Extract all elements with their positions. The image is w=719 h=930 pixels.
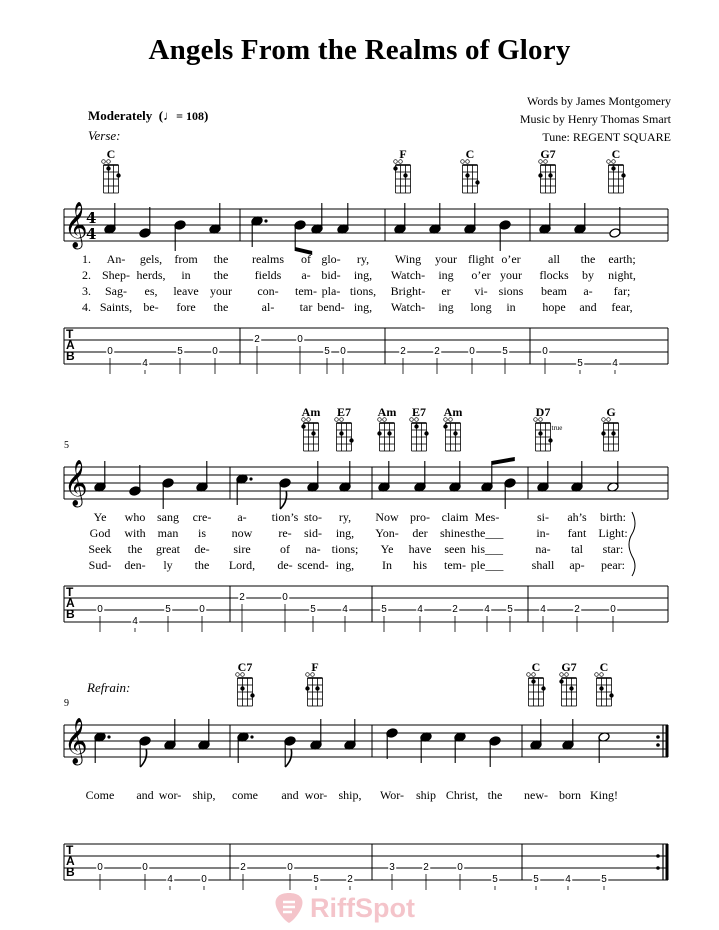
lyric-syllable: wor- <box>304 788 328 802</box>
lyric-syllable: Sag- <box>105 284 127 298</box>
lyric-syllable: shines <box>440 526 470 540</box>
lyric-syllable: Shep- <box>102 268 130 282</box>
chord-name: C <box>531 660 541 674</box>
chord-finger-dot <box>349 438 353 442</box>
repeat-dot <box>656 735 660 739</box>
lyric-syllable: a- <box>301 268 311 282</box>
chord-fret-label: true <box>551 424 563 432</box>
lyric-syllable: night, <box>608 268 636 282</box>
lyric-syllable: sions <box>498 284 524 298</box>
chord-finger-dot <box>559 679 563 683</box>
lyric-syllable: o’er <box>471 268 491 282</box>
tab-fret-number: 0 <box>199 604 205 615</box>
song-title: Angels From the Realms of Glory <box>148 34 571 66</box>
chord-finger-dot <box>424 431 428 435</box>
lyric-syllable: God <box>89 526 111 540</box>
lyric-syllable: er <box>441 284 451 298</box>
lyric-syllable: Seek <box>88 542 112 556</box>
lyric-syllable: the <box>127 542 143 556</box>
lyric-syllable: and <box>579 300 597 314</box>
chord-finger-dot <box>414 424 418 428</box>
tempo-marking: Moderately (♩= 108) <box>88 108 209 123</box>
lyric-syllable: man <box>157 526 179 540</box>
lyric-syllable: the <box>213 300 229 314</box>
chord-finger-dot <box>538 431 542 435</box>
chord-name: C <box>599 660 609 674</box>
lyric-syllable: con- <box>257 284 279 298</box>
lyric-syllable: is <box>197 526 207 540</box>
chord-finger-dot <box>250 693 254 697</box>
treble-clef-icon: 𝄞 <box>64 202 88 248</box>
lyric-syllable: Bright- <box>390 284 426 298</box>
lyric-syllable: tions; <box>331 542 359 556</box>
tempo-label: Moderately <box>88 108 153 123</box>
chord-finger-dot <box>443 424 447 428</box>
tab-fret-number: 0 <box>212 346 218 357</box>
lyric-syllable: de- <box>194 542 210 556</box>
chord-finger-dot <box>315 686 319 690</box>
chord-name: C7 <box>237 660 253 674</box>
chord-name: Am <box>377 405 397 419</box>
chord-name: E7 <box>336 405 352 419</box>
tab-fret-number: 0 <box>201 874 207 885</box>
tab-fret-number: 5 <box>492 874 498 885</box>
lyric-syllable: in <box>506 300 516 314</box>
chord-finger-dot <box>393 166 397 170</box>
chord-finger-dot <box>377 431 381 435</box>
lyric-syllable: who <box>124 510 146 524</box>
tab-clef-letter: T <box>66 843 74 857</box>
open-string-mark <box>102 160 106 164</box>
tab-fret-number: 2 <box>452 604 458 615</box>
lyric-syllable: herds, <box>136 268 166 282</box>
tab-fret-number: 0 <box>542 346 548 357</box>
verse-number: 3. <box>82 284 91 298</box>
lyric-syllable: earth; <box>608 252 636 266</box>
lyric-syllable: in <box>181 268 191 282</box>
open-string-mark <box>595 673 599 677</box>
tab-fret-number: 3 <box>389 862 395 873</box>
tab-fret-number: 5 <box>502 346 508 357</box>
time-signature-bottom: 4 <box>86 225 97 243</box>
tab-fret-number: 5 <box>324 346 330 357</box>
lyric-syllable: pla- <box>321 284 341 298</box>
lyric-syllable: ing <box>438 268 454 282</box>
tab-fret-number: 5 <box>381 604 387 615</box>
chord-finger-dot <box>387 431 391 435</box>
lyric-syllable: es, <box>144 284 158 298</box>
lyric-syllable: your <box>435 252 457 266</box>
verse-number: 1. <box>82 252 91 266</box>
lyric-syllable: claim <box>441 510 469 524</box>
chord-name: E7 <box>411 405 427 419</box>
note-dot <box>107 735 110 738</box>
lyric-syllable: ship <box>415 788 437 802</box>
chord-finger-dot <box>106 166 110 170</box>
chord-finger-dot <box>601 431 605 435</box>
lyric-syllable: bend- <box>317 300 345 314</box>
chord-name: G <box>606 405 616 419</box>
tab-fret-number: 5 <box>165 604 171 615</box>
tab-fret-number: 4 <box>167 874 173 885</box>
tab-fret-number: 0 <box>610 604 616 615</box>
chord-finger-dot <box>611 166 615 170</box>
lyric-syllable: Watch- <box>390 268 426 282</box>
lyric-syllable: ly <box>163 558 173 572</box>
lyric-syllable: Wor- <box>379 788 405 802</box>
lyric-syllable: pear: <box>601 558 625 572</box>
chord-finger-dot <box>541 686 545 690</box>
tab-fret-number: 2 <box>240 862 246 873</box>
lyric-syllable: ship, <box>192 788 216 802</box>
open-string-mark <box>602 418 606 422</box>
brand-name: RiffSpot <box>310 892 415 923</box>
lyric-syllable: of <box>280 542 290 556</box>
lyric-syllable: the <box>213 252 229 266</box>
chord-finger-dot <box>453 431 457 435</box>
note-flag <box>140 749 146 767</box>
repeat-dot <box>656 854 660 858</box>
tab-clef-letter: T <box>66 327 74 341</box>
chord-name: C <box>465 147 475 161</box>
lyric-syllable: all <box>548 252 560 266</box>
tab-fret-number: 4 <box>540 604 546 615</box>
measure-number-9: 9 <box>64 698 69 709</box>
measure-number-5: 5 <box>64 440 69 451</box>
words-credit: Words by James Montgomery <box>526 94 671 108</box>
lyric-syllable: ing <box>438 300 454 314</box>
tab-fret-number: 5 <box>177 346 183 357</box>
lyric-syllable: sid- <box>304 526 322 540</box>
tab-fret-number: 0 <box>142 862 148 873</box>
lyric-syllable: ry, <box>356 252 370 266</box>
chord-finger-dot <box>339 431 343 435</box>
chord-finger-dot <box>301 424 305 428</box>
repeat-dot <box>656 866 660 870</box>
tab-fret-number: 0 <box>107 346 113 357</box>
riffspot-logo <box>272 891 415 925</box>
lyric-syllable: Christ, <box>445 788 479 802</box>
chord-finger-dot <box>599 686 603 690</box>
tab-clef-letter: B <box>66 865 75 879</box>
chord-name: F <box>311 660 319 674</box>
lyric-syllable: glo- <box>321 252 341 266</box>
lyric-syllable: with <box>124 526 146 540</box>
tab-fret-number: 0 <box>282 592 288 603</box>
chord-finger-dot <box>548 438 552 442</box>
lyric-syllable: far; <box>613 284 631 298</box>
lyric-syllable: great <box>156 542 180 556</box>
tab-fret-number: 4 <box>142 358 148 369</box>
lyric-syllable: ing, <box>353 300 373 314</box>
lyric-syllable: cre- <box>192 510 212 524</box>
tab-fret-number: 5 <box>507 604 513 615</box>
lyric-syllable: Now <box>375 510 399 524</box>
lyric-syllable: your <box>500 268 522 282</box>
lyric-syllable: the___ <box>470 526 504 540</box>
lyric-syllable: ple___ <box>470 558 504 572</box>
tab-fret-number: 2 <box>239 592 245 603</box>
tab-fret-number: 0 <box>97 862 103 873</box>
lyric-syllable: leave <box>173 284 199 298</box>
lyric-syllable: Saints, <box>99 300 133 314</box>
tab-fret-number: 0 <box>340 346 346 357</box>
tab-fret-number: 2 <box>400 346 406 357</box>
chord-finger-dot <box>621 173 625 177</box>
lyric-syllable: al- <box>261 300 275 314</box>
chord-name: G7 <box>561 660 577 674</box>
lyric-syllable: King! <box>590 788 618 802</box>
lyric-syllable: vi- <box>474 284 488 298</box>
lyric-syllable: tem- <box>295 284 317 298</box>
lyric-syllable: from <box>174 252 198 266</box>
chord-finger-dot <box>609 693 613 697</box>
chord-name: Am <box>301 405 321 419</box>
chord-finger-dot <box>465 173 469 177</box>
verse-number: 4. <box>82 300 91 314</box>
lyric-syllable: a- <box>583 284 593 298</box>
lyric-brace <box>629 512 635 576</box>
tune-credit: Tune: REGENT SQUARE <box>542 130 671 144</box>
lyric-syllable: Ye <box>380 542 394 556</box>
chord-finger-dot <box>548 173 552 177</box>
lyric-syllable: his <box>412 558 428 572</box>
tab-fret-number: 0 <box>287 862 293 873</box>
lyric-syllable: tion’s <box>271 510 299 524</box>
lyric-syllable: In <box>382 558 392 572</box>
tab-fret-number: 4 <box>132 616 138 627</box>
chord-name: C <box>106 147 116 161</box>
lyric-syllable: of <box>301 252 311 266</box>
tab-fret-number: 4 <box>417 604 423 615</box>
lyric-syllable: der <box>412 526 428 540</box>
tab-fret-number: 2 <box>423 862 429 873</box>
lyric-syllable: de- <box>277 558 293 572</box>
lyric-syllable: come <box>232 788 258 802</box>
lyric-syllable: flocks <box>539 268 569 282</box>
chord-finger-dot <box>403 173 407 177</box>
quarter-note-icon: ♩ <box>163 108 177 123</box>
lyric-syllable: new- <box>524 788 548 802</box>
tab-fret-number: 2 <box>434 346 440 357</box>
lyric-syllable: your <box>210 284 232 298</box>
lyric-syllable: his___ <box>470 542 504 556</box>
lyric-syllable: pro- <box>410 510 430 524</box>
tab-clef-letter: A <box>66 854 75 868</box>
lyric-syllable: born <box>559 788 581 802</box>
lyric-syllable: fields <box>254 268 282 282</box>
lyric-syllable: and <box>136 788 154 802</box>
tab-clef-letter: T <box>66 585 74 599</box>
lyric-syllable: tal <box>571 542 583 556</box>
lyric-syllable: wor- <box>158 788 182 802</box>
verse-label: Verse: <box>88 128 121 143</box>
tab-clef-letter: A <box>66 596 75 610</box>
lyric-syllable: now <box>231 526 253 540</box>
time-signature-top: 4 <box>86 209 97 227</box>
lyric-syllable: sang <box>157 510 179 524</box>
note-beam <box>492 457 515 465</box>
lyric-syllable: Light: <box>598 526 628 540</box>
lyric-syllable: the <box>194 558 210 572</box>
lyric-syllable: hope <box>542 300 566 314</box>
lyric-syllable: o’er <box>501 252 521 266</box>
lyric-syllable: ing, <box>353 268 373 282</box>
lyric-syllable: Ye <box>93 510 107 524</box>
lyric-syllable: na- <box>535 542 551 556</box>
music-credit: Music by Henry Thomas Smart <box>519 112 671 126</box>
chord-name: C <box>611 147 621 161</box>
lyric-syllable: ship, <box>338 788 362 802</box>
lyric-syllable: fore <box>176 300 196 314</box>
lyric-syllable: the <box>580 252 596 266</box>
tab-fret-number: 2 <box>254 334 260 345</box>
tab-fret-number: 5 <box>601 874 607 885</box>
tab-fret-number: 0 <box>457 862 463 873</box>
tab-fret-number: 2 <box>574 604 580 615</box>
lyric-syllable: scend- <box>297 558 329 572</box>
open-string-mark <box>461 160 465 164</box>
lyric-syllable: Mes- <box>474 510 500 524</box>
tab-fret-number: 5 <box>533 874 539 885</box>
lyric-syllable: star: <box>602 542 624 556</box>
note-flag <box>285 749 291 767</box>
note-dot <box>264 219 267 222</box>
tab-fret-number: 4 <box>342 604 348 615</box>
lyric-syllable: ap- <box>569 558 585 572</box>
tab-fret-number: 0 <box>297 334 303 345</box>
chord-finger-dot <box>116 173 120 177</box>
lyric-syllable: in- <box>536 526 550 540</box>
tab-clef-letter: B <box>66 349 75 363</box>
lyric-syllable: gels, <box>139 252 163 266</box>
tab-fret-number: 2 <box>347 874 353 885</box>
tab-fret-number: 0 <box>97 604 103 615</box>
chord-name: F <box>399 147 407 161</box>
lyric-syllable: the <box>213 268 229 282</box>
treble-clef-icon: 𝄞 <box>64 718 88 764</box>
lyric-syllable: na- <box>305 542 321 556</box>
treble-clef-icon: 𝄞 <box>64 460 88 506</box>
lyric-syllable: den- <box>124 558 146 572</box>
tab-fret-number: 4 <box>484 604 490 615</box>
lyric-syllable: fant <box>567 526 587 540</box>
lyric-syllable: a- <box>237 510 247 524</box>
lyric-syllable: ah’s <box>567 510 587 524</box>
lyric-syllable: have <box>408 542 432 556</box>
lyric-syllable: si- <box>537 510 549 524</box>
tab-fret-number: 5 <box>310 604 316 615</box>
lyric-syllable: be- <box>143 300 159 314</box>
chord-finger-dot <box>311 431 315 435</box>
lyric-syllable: tions, <box>349 284 377 298</box>
lyric-syllable: ing, <box>335 558 355 572</box>
lyric-syllable: Yon- <box>375 526 399 540</box>
chord-name: D7 <box>535 405 551 419</box>
refrain-label: Refrain: <box>87 680 131 695</box>
lyric-syllable: realms <box>252 252 284 266</box>
lyric-syllable: tem- <box>444 558 466 572</box>
verse-number: 2. <box>82 268 91 282</box>
open-string-mark <box>394 160 398 164</box>
guitar-pick-icon <box>272 891 306 925</box>
lyric-syllable: beam <box>541 284 567 298</box>
lyric-syllable: Sud- <box>88 558 112 572</box>
lyric-syllable: sire <box>233 542 251 556</box>
chord-name: G7 <box>540 147 556 161</box>
tab-fret-number: 4 <box>612 358 618 369</box>
lyric-syllable: Lord, <box>228 558 256 572</box>
lyric-syllable: re- <box>278 526 292 540</box>
chord-finger-dot <box>569 686 573 690</box>
note-dot <box>249 477 252 480</box>
note-dot <box>250 735 253 738</box>
lyric-syllable: birth: <box>600 510 626 524</box>
lyric-syllable: Wing <box>394 252 422 266</box>
lyric-syllable: sto- <box>304 510 322 524</box>
lyric-syllable: shall <box>531 558 555 572</box>
lyric-syllable: by <box>582 268 594 282</box>
lyric-syllable: ry, <box>338 510 352 524</box>
lyric-syllable: seen <box>444 542 466 556</box>
open-string-mark <box>306 673 310 677</box>
lyric-syllable: bid- <box>321 268 341 282</box>
open-string-mark <box>607 160 611 164</box>
tab-fret-number: 5 <box>577 358 583 369</box>
open-string-mark <box>527 673 531 677</box>
tab-clef-letter: B <box>66 607 75 621</box>
chord-finger-dot <box>538 173 542 177</box>
tab-fret-number: 0 <box>469 346 475 357</box>
tempo-bpm: = 108 <box>176 109 204 123</box>
lyric-syllable: long <box>470 300 492 314</box>
chord-finger-dot <box>611 431 615 435</box>
note-flag <box>280 491 286 509</box>
lyric-syllable: the <box>487 788 503 802</box>
lyric-syllable: and <box>281 788 299 802</box>
lyric-syllable: Come <box>85 788 115 802</box>
repeat-dot <box>656 743 660 747</box>
lyric-syllable: flight <box>468 252 494 266</box>
lyric-syllable: fear, <box>611 300 633 314</box>
chord-finger-dot <box>305 686 309 690</box>
tab-fret-number: 4 <box>565 874 571 885</box>
tab-fret-number: 5 <box>313 874 319 885</box>
lyric-syllable: An- <box>106 252 126 266</box>
lyric-syllable: Watch- <box>390 300 426 314</box>
tab-clef-letter: A <box>66 338 75 352</box>
chord-finger-dot <box>531 679 535 683</box>
chord-name: Am <box>443 405 463 419</box>
lyric-syllable: ing, <box>335 526 355 540</box>
lyric-syllable: tar <box>299 300 313 314</box>
chord-finger-dot <box>475 180 479 184</box>
chord-finger-dot <box>240 686 244 690</box>
